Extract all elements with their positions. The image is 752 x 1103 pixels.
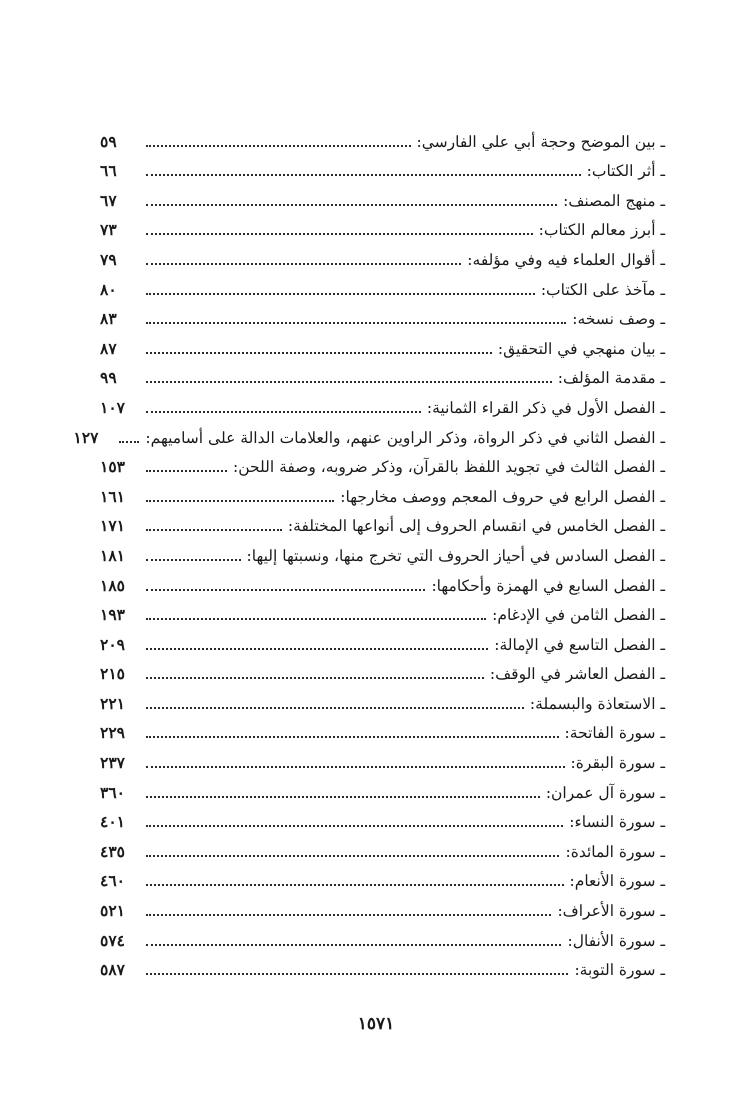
dot-leader <box>146 618 486 620</box>
dot-leader <box>146 470 227 472</box>
toc-entry-page: ٢٠٩ <box>100 634 125 654</box>
toc-entry-title: ـ الفصل التاسع في الإمالة: <box>494 635 665 654</box>
toc-entry-title: ـ الفصل الأول في ذكر القراء الثمانية: <box>426 398 665 417</box>
toc-entry-page: ١٥٣ <box>100 457 125 477</box>
toc-entry <box>100 359 665 389</box>
toc-entry <box>100 507 665 537</box>
toc-entry-title: ـ سورة البقرة: <box>570 754 665 773</box>
toc-entry-title: ـ سورة التوبة: <box>574 961 665 980</box>
dot-leader <box>146 174 581 176</box>
toc-entry-page: ٥٨٧ <box>100 960 125 980</box>
dot-leader <box>146 204 557 206</box>
toc-entry <box>100 300 665 330</box>
toc-entry-title: ـ الفصل الثالث في تجويد اللفظ بالقرآن، وذكر ضروبه، وصفة اللحن: <box>232 458 665 477</box>
table-of-contents <box>73 122 665 980</box>
dot-leader <box>146 529 282 531</box>
toc-entry-page: ٨٠ <box>100 279 117 299</box>
toc-entry-page: ٢٢٩ <box>100 723 125 743</box>
toc-entry-title: ـ الفصل الثاني في ذكر الرواة، وذكر الراوين عنهم، والعلامات الدالة على أساميهم: <box>145 428 665 447</box>
dot-leader <box>146 352 492 354</box>
toc-entry <box>100 714 665 744</box>
toc-entry-title: ـ سورة الفاتحة: <box>564 724 665 743</box>
dot-leader <box>146 796 540 798</box>
toc-entry <box>100 743 665 773</box>
toc-entry-page: ٣٦٠ <box>100 782 125 802</box>
dot-leader <box>146 233 533 235</box>
toc-entry-title: ـ سورة المائدة: <box>565 842 665 861</box>
toc-entry-page: ٤٣٥ <box>100 841 125 861</box>
toc-entry <box>100 625 665 655</box>
toc-entry <box>100 388 665 418</box>
toc-entry-title: ـ الفصل الثامن في الإدغام: <box>492 606 665 625</box>
toc-entry-title: ـ الفصل العاشر في الوقف: <box>489 665 665 684</box>
toc-entry-page: ٤٠١ <box>100 812 125 832</box>
toc-entry-page: ١٦١ <box>100 486 125 506</box>
dot-leader <box>146 648 488 650</box>
dot-leader <box>146 736 559 738</box>
dot-leader <box>146 145 411 147</box>
dot-leader <box>146 855 559 857</box>
toc-entry-page: ١٨١ <box>100 545 125 565</box>
dot-leader <box>146 944 561 946</box>
toc-entry-title: ـ سورة الأنعام: <box>569 872 665 891</box>
toc-entry <box>100 211 665 241</box>
dot-leader <box>146 766 565 768</box>
dot-leader <box>146 825 563 827</box>
toc-entry-title: ـ سورة آل عمران: <box>545 783 665 802</box>
dot-leader <box>146 707 524 709</box>
toc-entry-title: ـ وصف نسخه: <box>572 310 665 329</box>
dot-leader <box>146 677 484 679</box>
toc-entry <box>100 684 665 714</box>
toc-entry <box>100 152 665 182</box>
dot-leader <box>146 293 535 295</box>
page-number: ١٥٧١ <box>357 1014 395 1034</box>
toc-entry <box>100 862 665 892</box>
toc-entry-page: ٢٣٧ <box>100 753 125 773</box>
toc-entry-page: ٢٢١ <box>100 693 125 713</box>
toc-entry <box>100 596 665 626</box>
toc-entry <box>100 448 665 478</box>
toc-entry-title: ـ سورة الأعراف: <box>557 902 665 921</box>
toc-entry-page: ١٢٧ <box>73 427 99 447</box>
toc-entry-page: ٢١٥ <box>100 664 125 684</box>
toc-entry <box>100 773 665 803</box>
toc-entry <box>100 240 665 270</box>
toc-entry <box>73 418 665 448</box>
toc-entry-page: ٥٩ <box>100 131 117 151</box>
dot-leader <box>146 589 425 591</box>
toc-entry-title: ـ الفصل الرابع في حروف المعجم ووصف مخارجها: <box>340 487 665 506</box>
toc-entry <box>100 536 665 566</box>
toc-entry-title: ـ الفصل السادس في أحياز الحروف التي تخرج منها، ونسبتها إليها: <box>246 546 665 565</box>
toc-entry <box>100 477 665 507</box>
toc-entry <box>100 655 665 685</box>
toc-entry-page: ٨٧ <box>100 338 117 358</box>
dot-leader <box>146 411 421 413</box>
toc-entry <box>100 803 665 833</box>
toc-entry <box>100 181 665 211</box>
toc-entry-title: ـ بيان منهجي في التحقيق: <box>497 339 665 358</box>
toc-entry-title: ـ أقوال العلماء فيه وفي مؤلفه: <box>467 250 665 269</box>
dot-leader <box>146 381 552 383</box>
toc-entry-page: ٤٦٠ <box>100 871 125 891</box>
toc-entry-page: ٧٩ <box>100 249 117 269</box>
dot-leader <box>146 559 241 561</box>
toc-entry-page: ١٨٥ <box>100 575 125 595</box>
dot-leader <box>146 500 334 502</box>
toc-entry-title: ـ أبرز معالم الكتاب: <box>538 221 665 240</box>
toc-entry-page: ٦٧ <box>100 190 117 210</box>
toc-entry-title: ـ الاستعاذة والبسملة: <box>529 694 665 713</box>
toc-entry-page: ١٧١ <box>100 516 125 536</box>
toc-entry-title: ـ منهج المصنف: <box>563 191 665 210</box>
toc-entry <box>100 122 665 152</box>
toc-entry-title: ـ سورة الأنفال: <box>567 931 665 950</box>
toc-entry <box>100 951 665 981</box>
toc-entry <box>100 891 665 921</box>
toc-entry-title: ـ الفصل السابع في الهمزة وأحكامها: <box>431 576 665 595</box>
toc-entry <box>100 270 665 300</box>
toc-entry-page: ٨٣ <box>100 309 117 329</box>
toc-entry <box>100 921 665 951</box>
dot-leader <box>146 973 568 975</box>
toc-entry-page: ٥٢١ <box>100 901 125 921</box>
toc-entry-title: ـ مقدمة المؤلف: <box>557 369 665 388</box>
toc-entry-title: ـ بين الموضح وحجة أبي علي الفارسي: <box>416 132 665 151</box>
toc-entry-page: ٧٣ <box>100 220 117 240</box>
toc-entry-title: ـ أثر الكتاب: <box>586 162 665 181</box>
toc-entry-page: ١٩٣ <box>100 605 125 625</box>
dot-leader <box>146 884 564 886</box>
dot-leader <box>146 263 461 265</box>
toc-entry-page: ٥٧٤ <box>100 930 125 950</box>
dot-leader <box>146 914 551 916</box>
toc-entry-page: ١٠٧ <box>100 397 125 417</box>
toc-entry <box>100 832 665 862</box>
toc-entry-title: ـ الفصل الخامس في انقسام الحروف إلى أنواعها المختلفة: <box>287 517 665 536</box>
toc-entry-title: ـ مآخذ على الكتاب: <box>540 280 665 299</box>
toc-entry-page: ٩٩ <box>100 368 117 388</box>
toc-entry <box>100 566 665 596</box>
dot-leader <box>146 322 566 324</box>
toc-entry-title: ـ سورة النساء: <box>569 813 665 832</box>
dot-leader <box>119 441 139 443</box>
toc-entry <box>100 329 665 359</box>
toc-entry-page: ٦٦ <box>100 161 117 181</box>
